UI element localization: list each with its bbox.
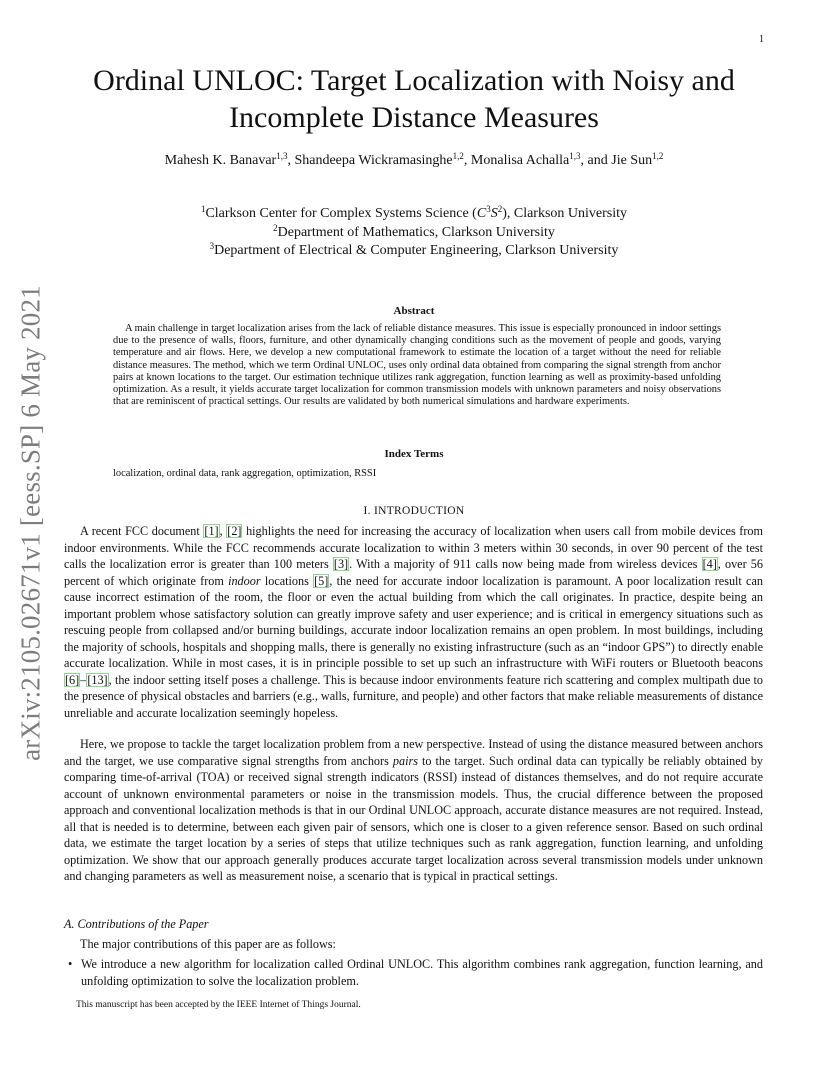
affiliations <box>60 205 768 261</box>
author-name: Monalisa Achalla <box>470 153 570 168</box>
paragraph-text: highlights the need for increasing the accuracy of localization when users call from mobile devices from indoor environments. While the FCC recommends accurate localization to within 3 meters within 30 seconds, in over 90 percent of the test calls the localization error is greater than 100 meters <box>64 524 763 571</box>
section-heading <box>0 505 828 517</box>
author-name: Shandeepa Wickramasinghe <box>294 153 453 168</box>
paragraph-text: , the indoor setting itself poses a challenge. This is because indoor environments feature rich scattering and complex multipath due to the presence of physical obstacles and barriers (e.g., walls, furniture, and people) and other factors that make reliable measurements of distance unreliable and accurate localization seemingly hopeless. <box>64 672 763 720</box>
index-terms-heading: Index Terms <box>384 448 444 460</box>
citation-link[interactable]: [2] <box>227 524 242 538</box>
affiliation-2 <box>60 224 768 243</box>
paper-title: Ordinal UNLOC: Target Localization with Noisy and Incomplete Distance Measures <box>93 64 735 134</box>
author-name: Mahesh K. Banavar <box>164 153 277 168</box>
abstract-heading: Abstract <box>393 305 435 317</box>
footnote: This manuscript has been accepted by the IEEE Internet of Things Journal. <box>76 1000 361 1010</box>
author-separator: , and <box>580 153 612 168</box>
affiliation-symbol-sup: 2 <box>497 204 503 214</box>
author-name: Jie Sun <box>611 153 653 168</box>
paragraph-text: – <box>80 672 87 687</box>
author-affil-sup: 1,3 <box>276 151 288 161</box>
arxiv-stamp-text: arXiv:2105.02671v1 [eess.SP] 6 May 2021 <box>15 285 46 761</box>
emphasis: pairs <box>392 753 418 768</box>
section-number: I. I <box>363 505 379 517</box>
author-separator: , <box>287 153 295 168</box>
index-terms: localization, ordinal data, rank aggregation, optimization, RSSI <box>113 468 377 479</box>
arxiv-stamp[interactable] <box>12 287 50 759</box>
bullet-icon: • <box>68 957 73 971</box>
citation-link[interactable]: [4] <box>702 557 717 571</box>
emphasis: indoor <box>228 573 261 588</box>
author-separator: , <box>463 153 471 168</box>
citation-link[interactable]: [6] <box>65 672 80 687</box>
affiliation-symbol-sup: 3 <box>486 204 491 214</box>
author-affil-sup: 1,2 <box>652 151 664 161</box>
paragraph-text: , <box>219 524 227 538</box>
affiliation-sup: 3 <box>209 241 215 251</box>
citation-link[interactable]: [1] <box>204 524 219 538</box>
citation-link[interactable]: [13] <box>87 672 108 687</box>
affiliation-text: Clarkson Center for Complex Systems Science ( <box>205 206 477 221</box>
bullet-text: We introduce a new algorithm for localization called Ordinal UNLOC. This algorithm combines rank aggregation, function learning, and unfolding optimization to solve the localization problem. <box>81 957 763 988</box>
contribution-bullet <box>64 956 763 989</box>
paragraph-text: locations <box>260 573 314 588</box>
affiliation-text: ), Clarkson University <box>502 206 628 221</box>
section-title: NTRODUCTION <box>378 505 465 517</box>
affiliation-sup: 1 <box>200 204 206 214</box>
affiliation-symbol: C <box>476 206 487 221</box>
paragraph-text: , over 56 percent of which originate from <box>64 557 763 588</box>
author-affil-sup: 1,3 <box>569 151 581 161</box>
paragraph-text: A recent FCC document <box>80 524 204 538</box>
affiliation-1 <box>60 205 768 224</box>
intro-paragraph-1 <box>64 523 763 721</box>
affiliation-text: Department of Mathematics, Clarkson University <box>277 224 555 240</box>
intro-paragraph-2 <box>64 736 763 885</box>
abstract-text: A main challenge in target localization arises from the lack of reliable distance measures. This issue is especially pronounced in indoor settings due to the presence of walls, floors, furniture, and other dynamically changing conditions such as the movement of people and goods, varying temperature and air flows. Here, we develop a new computational framework to estimate the location of a target without the need for reliable distance measures. The method, which we term Ordinal UNLOC, uses only ordinal data obtained from comparing the signal strength from anchor pairs at known locations to the target. Our estimation technique utilizes rank aggregation, function learning as well as proximity-based unfolding optimization. As a result, it yields accurate target localization for common transmission models with unknown parameters and noisy observations that are reminiscent of practical settings. Our results are validated by both numerical simulations and hardware experiments. <box>113 323 721 408</box>
affiliation-text: Department of Electrical & Computer Engineering, Clarkson University <box>214 243 619 258</box>
paragraph-text: , the need for accurate indoor localization is paramount. A poor localization result can cause incorrect estimation of the room, the floor or even the actual building from which the call originates. In practice, despite being an important problem whose satisfactory solution can greatly improve safety and user experience; and is critical in emergency situations such as rescuing people from collapsed and/or burning buildings, accurate indoor localization remains an open problem. In most buildings, including the majority of schools, hospitals and shopping malls, there is generally no existing infrastructure (such as an “indoor GPS”) to directly enable accurate localization. While in most cases, it is in principle possible to set up such an infrastructure with WiFi routers or Bluetooth beacons <box>64 573 763 670</box>
page-number: 1 <box>759 34 764 45</box>
paragraph-text: Here, we propose to tackle the target localization problem from a new perspective. Instead of using the distance measured between anchors and the target, we use comparative signal strengths from anchors <box>64 737 763 768</box>
contributions-intro: The major contributions of this paper are as follows: <box>80 937 336 951</box>
paragraph-text: . With a majority of 911 calls now being made from wireless devices <box>349 557 702 571</box>
citation-link[interactable]: [3] <box>333 557 349 571</box>
citation-link[interactable]: [5] <box>314 573 329 588</box>
subsection-heading: A. Contributions of the Paper <box>64 917 209 931</box>
affiliation-sup: 2 <box>273 222 278 233</box>
author-affil-sup: 1,2 <box>452 151 464 161</box>
affiliation-3 <box>60 242 768 261</box>
author-list <box>60 153 768 169</box>
paragraph-text: to the target. Such ordinal data can typically be reliably obtained by comparing time-of-arrival (TOA) or received signal strength indicators (RSSI) instead of distances themselves, and do not require accurate account of unknown environmental parameters or noise in the transmission models. Thus, the crucial difference between the proposed approach and conventional localization methods is that in our Ordinal UNLOC approach, accurate distance measures are not required. Instead, all that is needed is to determine, between each given pair of sensors, which one is closer to a given reference sensor. Based on such ordinal data, we estimate the target location by a series of steps that utilize techniques such as rank aggregation, function learning, and unfolding optimization. We show that our approach generally produces accurate target localization across several transmission models under unknown and changing parameters as well as measurement noise, a scenario that is typical in practical settings. <box>64 753 764 883</box>
affiliation-symbol: S <box>490 206 498 221</box>
